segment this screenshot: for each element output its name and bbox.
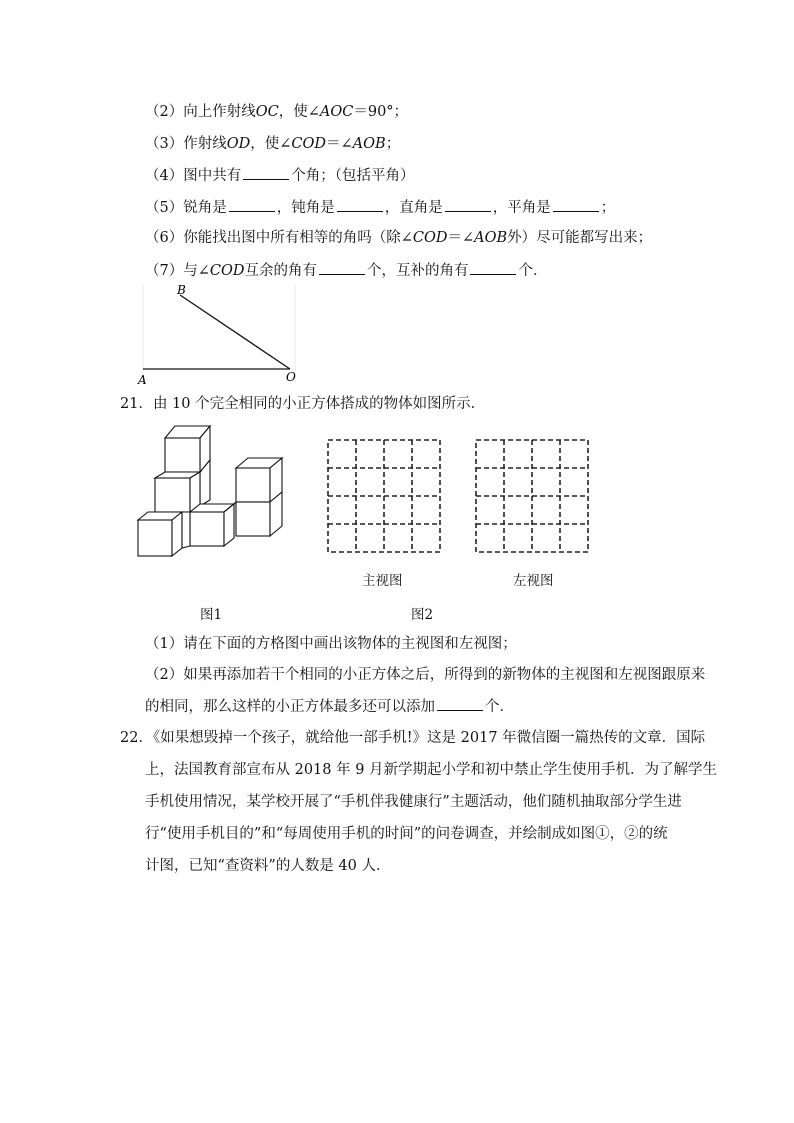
cube-side-face — [182, 512, 190, 548]
text: OD — [226, 136, 251, 152]
text: （6）你能找出图中所有相等的角吗（除∠ — [145, 230, 413, 246]
text: （3）作射线 — [145, 136, 227, 152]
label-a: A — [138, 373, 147, 387]
answer-blank[interactable] — [445, 197, 491, 212]
left-view-grid[interactable] — [468, 432, 593, 557]
q21-part-2: （2）如果再添加若干个相同的小正方体之后，所得到的新物体的主视图和左视图跟原来 — [145, 667, 706, 683]
angle-aob-figure — [135, 283, 305, 388]
question-number: 21． — [120, 396, 153, 412]
text: ； — [385, 136, 401, 152]
text: AOB — [474, 230, 508, 246]
text: ，直角是 — [384, 200, 443, 216]
q22-line-4: 行“使用手机目的”和“每周使用手机的时间”的问卷调查，并绘制成如图①，②的统 — [145, 826, 668, 842]
answer-blank[interactable] — [553, 197, 599, 212]
text: AOC — [319, 104, 354, 120]
answer-blank[interactable] — [243, 165, 289, 180]
text: 个，互补的角有 — [366, 263, 469, 279]
text: ，平角是 — [492, 200, 551, 216]
text: （7）与∠ — [145, 263, 210, 279]
q22-line-1 — [120, 728, 705, 748]
q22-line-5: 计图，已知“查资料”的人数是 40 人． — [145, 858, 391, 874]
left-view-label: 左视图 — [513, 573, 554, 589]
question-number: 22． — [120, 730, 153, 746]
text: ＝∠ — [447, 230, 475, 246]
text: 的相同，那么这样的小正方体最多还可以添加 — [145, 699, 435, 715]
text: COD — [209, 263, 245, 279]
text: 互余的角有 — [244, 263, 317, 279]
text: 外）尽可能都写出来； — [507, 230, 653, 246]
q21-part-1: （1）请在下面的方格图中画出该物体的主视图和左视图； — [145, 636, 517, 652]
q21-stem — [120, 394, 485, 414]
cube-side-face — [172, 512, 182, 556]
cube-stack-figure — [130, 420, 300, 570]
question-text: 《如果想毁掉一个孩子，就给他一部手机!》这是 2017 年微信圈一篇热传的文章．国际 — [152, 730, 706, 746]
text: OC — [255, 104, 279, 120]
q20-item-2 — [145, 102, 408, 122]
text: ，使∠ — [278, 104, 320, 120]
text: 个． — [485, 699, 514, 715]
text: 个角；（包括平角） — [291, 168, 415, 184]
front-view-label: 主视图 — [362, 573, 403, 589]
q20-item-5 — [145, 197, 615, 218]
q20-item-4 — [145, 165, 414, 186]
q20-item-7 — [145, 260, 547, 281]
cube-front-face — [165, 438, 200, 472]
q20-item-6 — [145, 228, 652, 248]
answer-blank[interactable] — [229, 197, 275, 212]
cube-front-face — [155, 478, 190, 512]
answer-blank[interactable] — [437, 696, 483, 711]
text: ，使∠ — [250, 136, 292, 152]
text: （2）向上作射线 — [145, 104, 256, 120]
text: COD — [291, 136, 327, 152]
text: （5）锐角是 — [145, 200, 227, 216]
text: AOB — [352, 136, 386, 152]
q20-item-3 — [145, 134, 400, 154]
q22-line-2: 上，法国教育部宣布从 2018 年 9 月新学期起小学和初中禁止学生使用手机．为了解学生 — [145, 762, 718, 778]
answer-blank[interactable] — [319, 260, 365, 275]
text: ＝∠ — [326, 136, 353, 152]
ray-ob — [180, 295, 290, 369]
fig1-caption: 图1 — [200, 607, 223, 623]
text: 个． — [518, 263, 548, 279]
text: COD — [412, 230, 448, 246]
cube-front-face — [236, 468, 270, 502]
text: ＝90°； — [353, 104, 409, 120]
text: ，钝角是 — [276, 200, 335, 216]
cube-front-face — [236, 502, 270, 536]
label-o: O — [286, 370, 296, 384]
q22-line-3: 手机使用情况，某学校开展了“手机伴我健康行”主题活动，他们随机抽取部分学生进 — [145, 794, 682, 810]
q21-part-2-cont — [145, 696, 514, 717]
answer-blank[interactable] — [337, 197, 383, 212]
cube-front-face — [138, 520, 172, 556]
front-view-grid[interactable] — [320, 432, 445, 557]
cube-front-face — [190, 512, 224, 546]
label-b: B — [177, 283, 186, 297]
question-text: 由 10 个完全相同的小正方体搭成的物体如图所示． — [152, 396, 486, 412]
text: ； — [600, 200, 616, 216]
text: （4）图中共有 — [145, 168, 242, 184]
answer-blank[interactable] — [470, 260, 516, 275]
fig2-caption: 图2 — [411, 607, 434, 623]
